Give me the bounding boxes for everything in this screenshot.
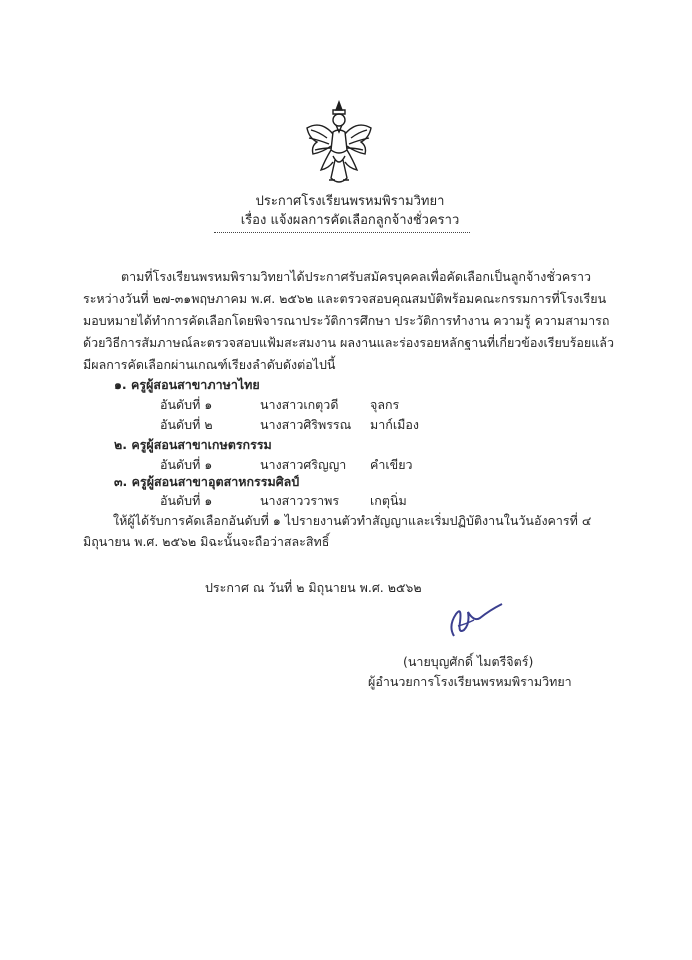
rank-label: อันดับที่ ๑ bbox=[160, 457, 213, 472]
category-industrial-arts: ๓. ครูผู้สอนสาขาอุตสาหกรรมศิลป์ bbox=[114, 474, 300, 489]
garuda-emblem-icon bbox=[303, 98, 375, 190]
closing-paragraph: ให้ผู้ได้รับการคัดเลือกอันดับที่ ๑ ไปรายงานตัวทำสัญญาและเริ่มปฏิบัติงานในวันอังคารที่ ๔ มิถุนายน พ.ศ. ๒๕๖๒ มิฉะนั้นจะถือว่าสละสิทธิ์ bbox=[83, 513, 592, 549]
rank-label: อันดับที่ ๑ bbox=[160, 397, 213, 412]
result-row bbox=[160, 415, 419, 435]
announcement-subject: เรื่อง แจ้งผลการคัดเลือกลูกจ้างชั่วคราว bbox=[240, 213, 460, 228]
candidate-name: นางสาวศริญญา bbox=[260, 457, 347, 472]
candidate-name: นางสาววราพร bbox=[260, 493, 340, 508]
candidate-surname: จุลกร bbox=[370, 397, 400, 412]
signer-name: (นายบุญศักดิ์ ไมตรีจิตร์) bbox=[403, 654, 534, 669]
result-row bbox=[160, 395, 399, 415]
candidate-name: นางสาวเกตุวดี bbox=[260, 397, 339, 412]
candidate-surname: มาก์เมือง bbox=[370, 417, 419, 432]
rank-label: อันดับที่ ๑ bbox=[160, 493, 213, 508]
candidate-surname: เกตุนิ่ม bbox=[370, 493, 407, 508]
result-row bbox=[160, 491, 407, 511]
category-agriculture: ๒. ครูผู้สอนสาขาเกษตรกรรม bbox=[114, 437, 272, 452]
signer-position: ผู้อำนวยการโรงเรียนพรหมพิรามวิทยา bbox=[368, 674, 572, 689]
intro-paragraph: ตามที่โรงเรียนพรหมพิรามวิทยาได้ประกาศรับสมัครบุคคลเพื่อคัดเลือกเป็นลูกจ้างชั่วคราวระหว่างวันที่ ๒๗-๓๑พฤษภาคม พ.ศ. ๒๕๖๒ และตรวจสอบคุณสมบัติพร้อมคณะกรรมการที่โรงเรียนมอบหมายได้ทำการคัดเลือกโดยพิจารณาประวัติการศึกษา ประวัติการทำงาน ความรู้ ความสามารถด้วยวิธีการสัมภาษณ์ละตรวจสอบแฟ้มสะสมงาน ผลงานและร่องรอยหลักฐานที่เกี่ยวข้องเรียบร้อยแล้ว มีผลการคัดเลือกผ่านเกณฑ์เรียงลำดับดังต่อไปนี้ bbox=[83, 269, 614, 372]
announcement-title: ประกาศโรงเรียนพรหมพิรามวิทยา bbox=[255, 194, 445, 209]
signature-icon bbox=[440, 596, 508, 644]
rank-label: อันดับที่ ๒ bbox=[160, 417, 213, 432]
category-thai: ๑. ครูผู้สอนสาขาภาษาไทย bbox=[114, 377, 260, 392]
candidate-surname: คำเขียว bbox=[370, 457, 413, 472]
candidate-name: นางสาวศิริพรรณ bbox=[260, 417, 352, 432]
dotted-divider bbox=[214, 232, 470, 233]
announcement-date: ประกาศ ณ วันที่ ๒ มิถุนายน พ.ศ. ๒๕๖๒ bbox=[205, 580, 422, 595]
